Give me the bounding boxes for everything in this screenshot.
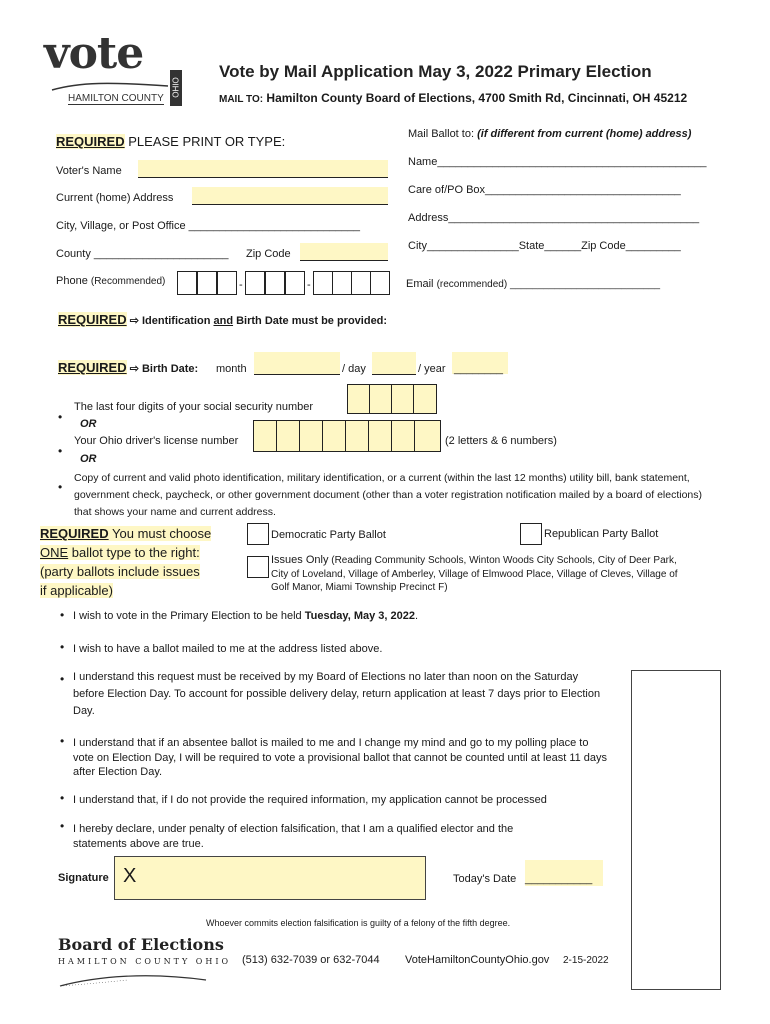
- vote-logo: [42, 28, 192, 108]
- bullet: •: [60, 819, 65, 833]
- bullet: •: [58, 410, 63, 424]
- bullet: •: [60, 791, 65, 805]
- logo-county: HAMILTON COUNTY: [68, 93, 164, 104]
- zip-label: Zip Code: [246, 248, 291, 260]
- id-arrow: ⇨: [129, 315, 139, 327]
- ballot-required-label: REQUIRED: [40, 526, 109, 541]
- copy-id-text: Copy of current and valid photo identification, military identification, or a current (within the last 12 months) utility bill, bank statement, government check, paycheck, or other government document (other than a voter registration notification mailed by a board of elections) that shows your name and current address.: [74, 472, 703, 518]
- phone-dash: -: [239, 279, 243, 291]
- statement-1-date: Tuesday, May 3, 2022: [304, 610, 415, 622]
- felony-warning: Whoever commits election falsification is guilty of a felony of the fifth degree.: [206, 918, 511, 928]
- phone-note: (Recommended): [90, 276, 166, 287]
- logo-swoosh: [50, 80, 170, 94]
- board-swoosh: [58, 968, 208, 990]
- statement-3: I understand this request must be received by my Board of Elections no later than noon on the Saturday before Election Day. To account for possible delivery delay, return application at least 7 days prior to Election Day.: [73, 671, 601, 717]
- required-label: REQUIRED: [56, 134, 125, 149]
- ssn-field[interactable]: [347, 384, 437, 414]
- phone-dash-2: -: [307, 279, 311, 291]
- statement-5: I understand that, if I do not provide the required information, my application cannot be processed: [73, 794, 547, 806]
- republican-checkbox[interactable]: [520, 523, 542, 545]
- mail-address-field[interactable]: Address_________________________________________: [408, 212, 700, 224]
- phone-exchange[interactable]: [245, 271, 305, 295]
- bullet: •: [58, 480, 63, 494]
- todays-date-line: ___________: [525, 873, 593, 885]
- mail-name-field[interactable]: Name____________________________________________: [408, 156, 707, 168]
- county-label: County ______________________: [56, 248, 229, 260]
- id-text-after: Birth Date must be provided:: [236, 315, 388, 327]
- footer-phone: (513) 632-7039 or 632-7044: [242, 954, 380, 966]
- license-field[interactable]: [253, 420, 441, 452]
- statement-1-end: .: [415, 610, 419, 622]
- form-title: Vote by Mail Application May 3, 2022 Primary Election: [219, 62, 652, 81]
- phone-area-code[interactable]: [177, 271, 237, 295]
- voter-heading: [56, 134, 285, 149]
- birth-day-field[interactable]: [372, 352, 416, 375]
- phone-line-number[interactable]: [313, 271, 391, 295]
- license-note: (2 letters & 6 numbers): [445, 435, 557, 447]
- birth-date-heading: [58, 360, 198, 375]
- footer-form-date: 2-15-2022: [563, 955, 609, 966]
- mail-ballot-note: (if different from current (home) address): [477, 128, 692, 140]
- statement-4: I understand that if an absentee ballot is mailed to me and I change my mind and go to my polling place to vote on Election Day, I will be required to vote a provisional ballot that cannot be counted until at least 11 days after Election Day.: [73, 737, 608, 778]
- logo-state-box: [170, 70, 182, 106]
- mail-to-line: [219, 91, 687, 105]
- zip-field[interactable]: [300, 243, 388, 261]
- todays-date-label: Today's Date: [453, 873, 517, 885]
- id-text-before: Identification: [141, 315, 211, 327]
- mail-careof-field[interactable]: Care of/PO Box________________________________: [408, 184, 681, 196]
- board-subtitle: HAMILTON COUNTY OHIO: [58, 957, 232, 966]
- current-address-label: Current (home) Address: [56, 192, 174, 204]
- bullet: •: [60, 640, 65, 654]
- birth-month-field[interactable]: [254, 352, 340, 375]
- license-label: Your Ohio driver's license number: [74, 435, 239, 447]
- id-and: and: [213, 315, 234, 327]
- issues-checkbox[interactable]: [247, 556, 269, 578]
- ballot-line4: if applicable): [40, 583, 113, 598]
- signature-label: Signature: [58, 872, 109, 884]
- ballot-line1: You must choose: [112, 526, 212, 541]
- voter-heading-text: PLEASE PRINT OR TYPE:: [128, 134, 286, 149]
- logo-word: vote: [44, 28, 144, 79]
- birth-label: Birth Date:: [141, 363, 199, 375]
- email-line[interactable]: [406, 278, 660, 290]
- statement-1-text: I wish to vote in the Primary Election to be held: [73, 610, 302, 622]
- issues-detail: (Reading Community Schools, Winton Woods City Schools, City of Deer Park, City of Loveland, Village of Amberley, Village of Elmwood Place, Village of Cleves, Village of Golf Manor, Miami Township Precinct F): [271, 555, 678, 593]
- birth-arrow: ⇨: [129, 363, 139, 375]
- phone-label: Phone: [56, 275, 88, 287]
- statement-2: I wish to have a ballot mailed to me at the address listed above.: [73, 643, 383, 655]
- or-label-1: OR: [80, 418, 97, 430]
- identification-heading: [58, 312, 387, 327]
- democratic-label: Democratic Party Ballot: [271, 529, 386, 541]
- office-use-box: [631, 670, 721, 990]
- birth-year-line: ________: [454, 363, 503, 375]
- ballot-type-instructions: [40, 524, 230, 600]
- mail-ballot-label: Mail Ballot to:: [408, 128, 475, 140]
- email-label: Email: [406, 278, 434, 290]
- city-label: City, Village, or Post Office ____________________________: [56, 220, 360, 232]
- birth-year-label: / year: [418, 363, 446, 375]
- voters-name-label: Voter's Name: [56, 165, 122, 177]
- logo-state: OHIO: [171, 77, 181, 98]
- birth-required-label: REQUIRED: [58, 360, 127, 375]
- phone-label-line: [56, 275, 165, 287]
- county-field[interactable]: [100, 242, 240, 259]
- board-title: Board of Elections: [58, 935, 224, 954]
- current-address-field[interactable]: [192, 187, 388, 205]
- republican-label: Republican Party Ballot: [544, 528, 659, 540]
- issues-label: [271, 554, 681, 595]
- city-field[interactable]: [198, 214, 386, 231]
- signature-field[interactable]: [114, 856, 426, 900]
- mail-ballot-heading: [408, 128, 691, 140]
- id-required-label: REQUIRED: [58, 312, 127, 327]
- mail-to-label: MAIL TO:: [219, 94, 264, 105]
- email-note: (recommended) ___________________________: [436, 279, 661, 290]
- signature-x: X: [123, 865, 137, 887]
- mail-to-address: Hamilton County Board of Elections, 4700 Smith Rd, Cincinnati, OH 45212: [266, 91, 688, 105]
- bullet: •: [60, 672, 65, 686]
- democratic-checkbox[interactable]: [247, 523, 269, 545]
- issues-title: Issues Only: [271, 554, 329, 566]
- ballot-line3: (party ballots include issues: [40, 564, 200, 579]
- ballot-line2: ballot type to the right:: [71, 545, 200, 560]
- bullet: •: [60, 608, 65, 622]
- birth-month-label: month: [216, 363, 247, 375]
- voters-name-field[interactable]: [138, 160, 388, 178]
- statement-6: I hereby declare, under penalty of election falsification, that I am a qualified elector and the statements above are true.: [73, 823, 514, 850]
- bullet: •: [58, 444, 63, 458]
- bullet: •: [60, 734, 65, 748]
- ssn-label: The last four digits of your social security number: [74, 401, 314, 413]
- or-label-2: OR: [80, 453, 97, 465]
- birth-day-label: / day: [342, 363, 366, 375]
- statement-1: [73, 610, 418, 622]
- mail-city-field[interactable]: City_______________State______Zip Code_________: [408, 240, 681, 252]
- footer-website[interactable]: VoteHamiltonCountyOhio.gov: [405, 954, 550, 966]
- ballot-one: ONE: [40, 545, 69, 560]
